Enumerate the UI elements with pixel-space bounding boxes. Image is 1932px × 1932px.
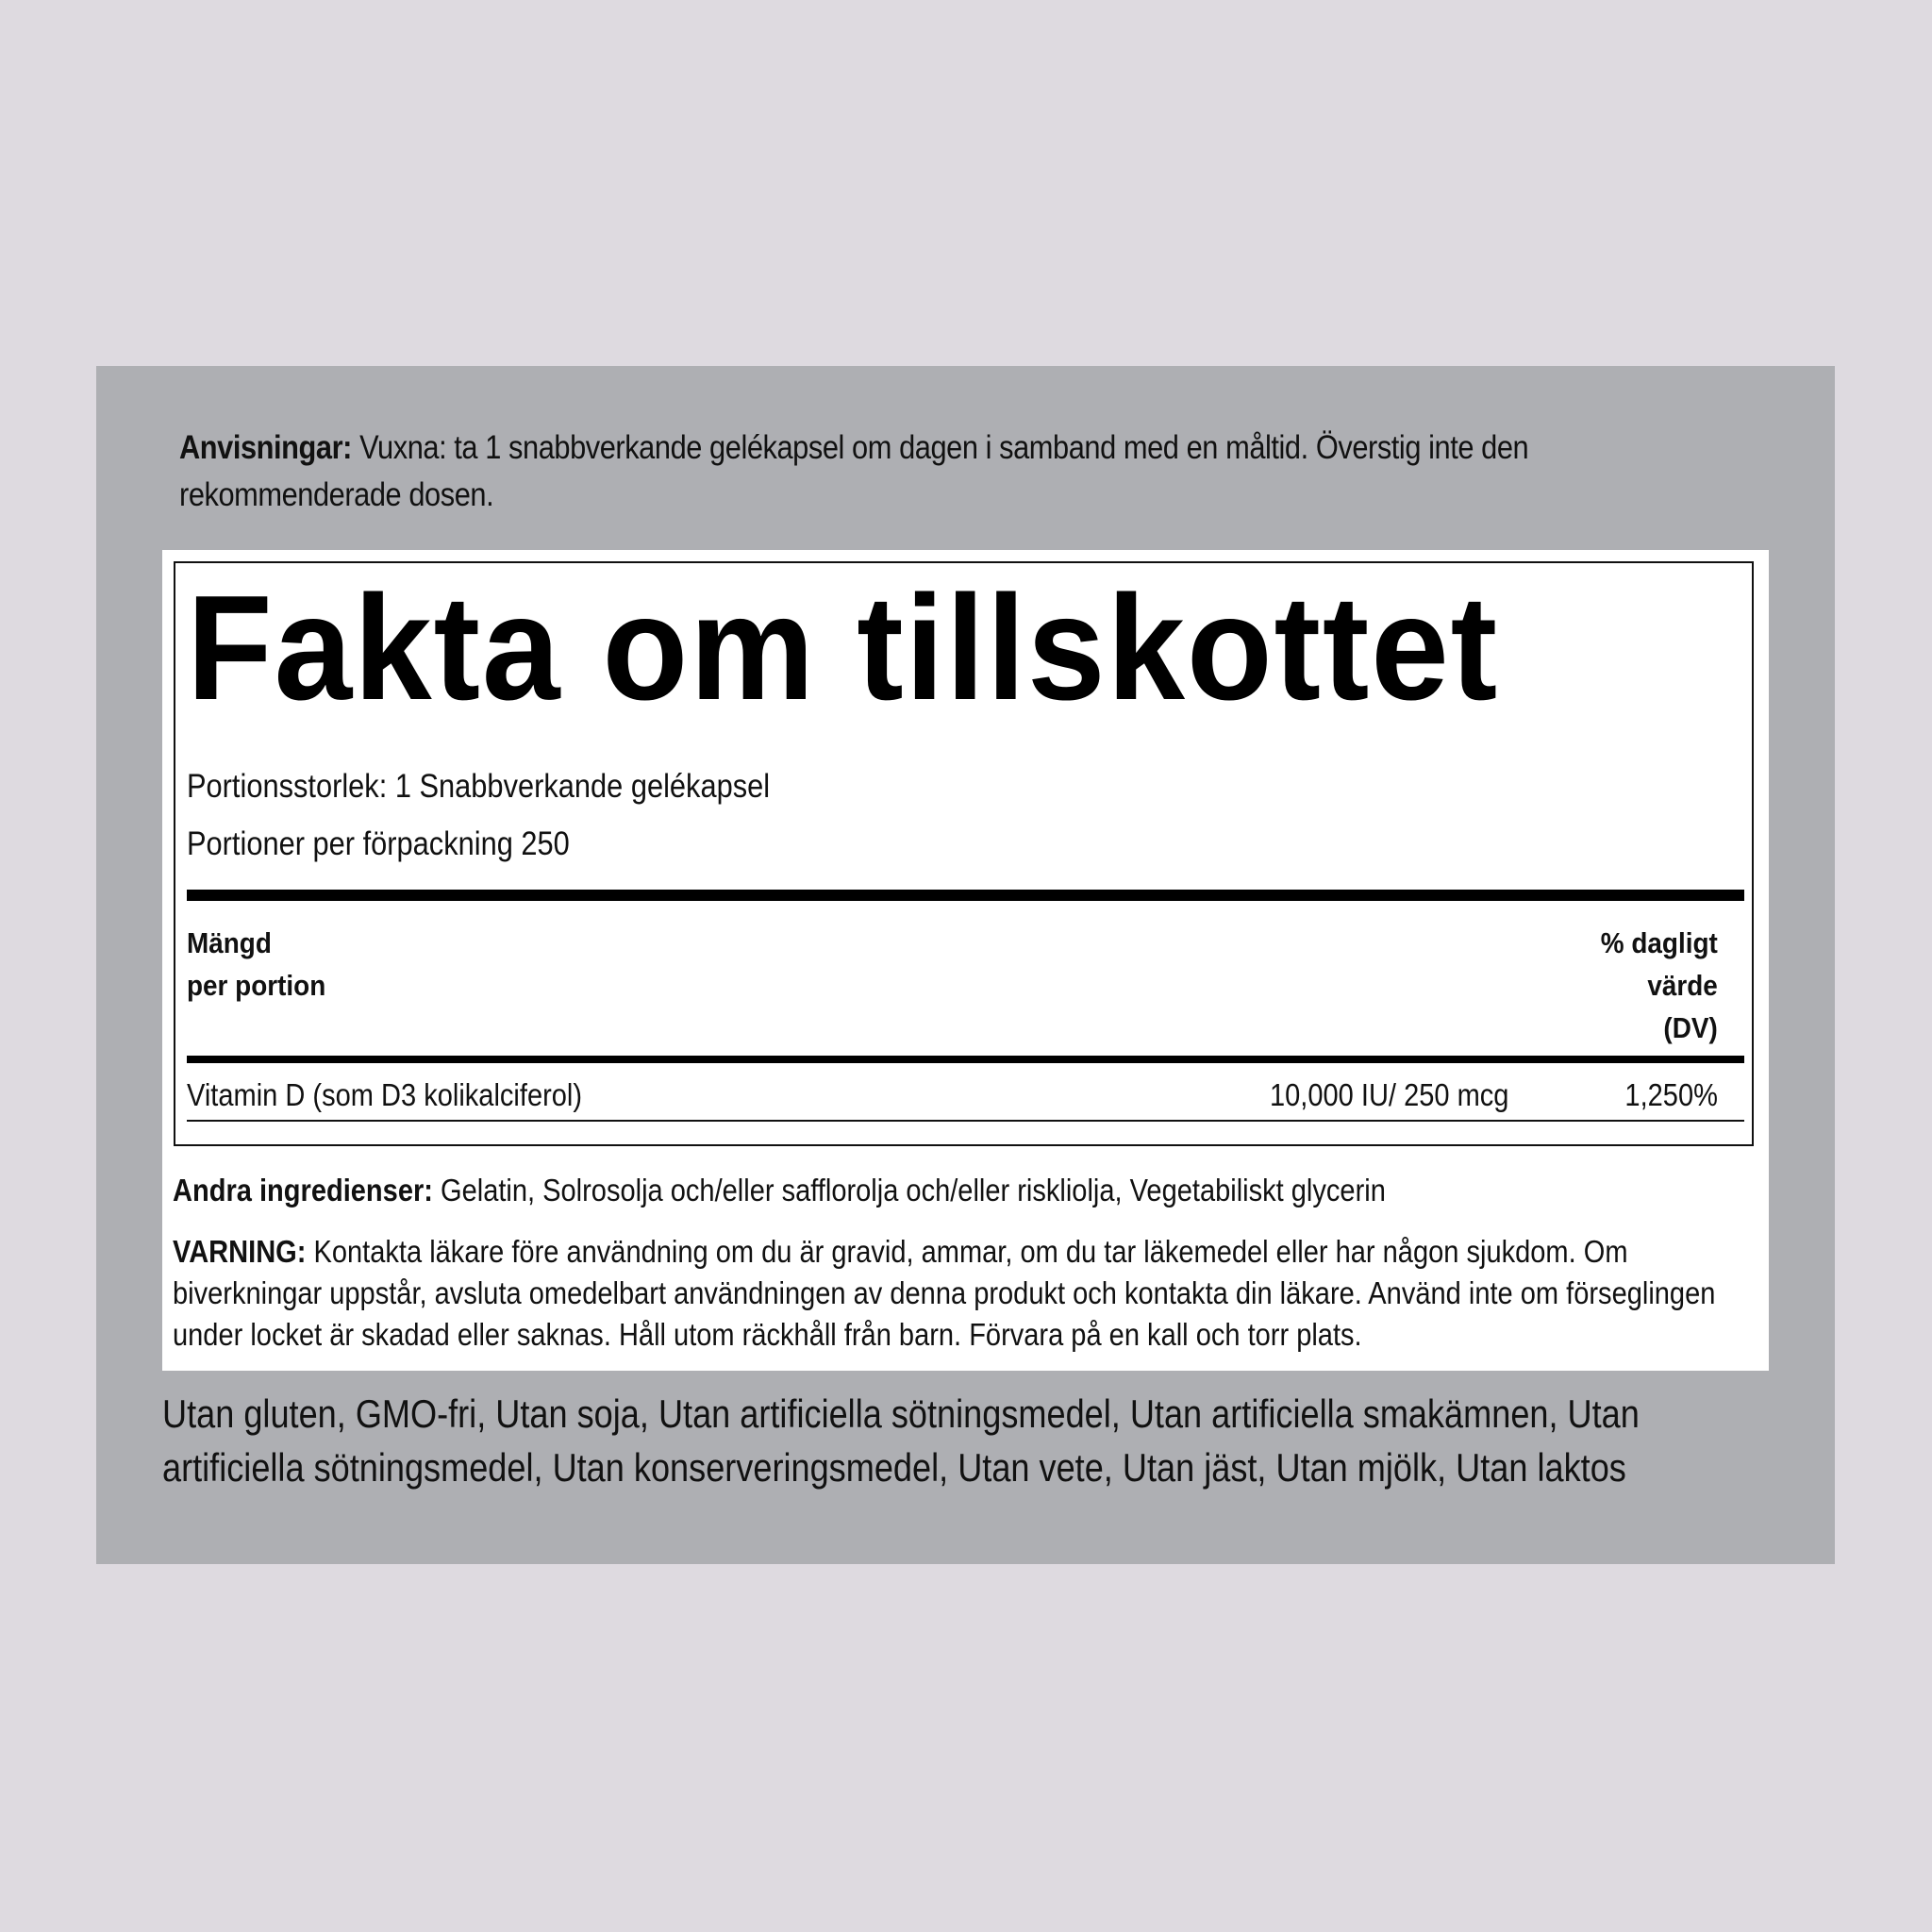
header-dv: (DV)	[1663, 1011, 1718, 1044]
warning-label: VARNING:	[173, 1234, 307, 1269]
directions-body: Vuxna: ta 1 snabbverkande gelékapsel om dagen i samband med en måltid. Överstig inte den rekommenderade dosen.	[179, 429, 1529, 513]
other-ingredients-label: Andra ingredienser:	[173, 1173, 433, 1208]
directions-label: Anvisningar:	[179, 429, 352, 466]
supplement-facts-card	[162, 550, 1769, 1371]
free-from-claims: Utan gluten, GMO-fri, Utan soja, Utan artificiella sötningsmedel, Utan artificiella smakämnen, Utan artificiella sötningsmedel, Utan konserveringsmedel, Utan vete, Utan jäst, Utan mjölk, Utan laktos	[162, 1391, 1640, 1490]
thin-divider-bottom	[187, 1120, 1744, 1122]
warning-body: Kontakta läkare före användning om du är gravid, ammar, om du tar läkemedel eller har någon sjukdom. Om biverkningar uppstår, avsluta omedelbart användningen av denna produkt och kontakta din läkare. Använd inte om förseglingen under locket är skadad eller saknas. Håll utom räckhåll från barn. Förvara på en kall och torr plats.	[173, 1234, 1716, 1352]
header-per-serving: per portion	[187, 969, 326, 1002]
facts-title: Fakta om tillskottet	[187, 565, 1500, 731]
nutrient-amount: 10,000 IU/ 250 mcg	[1270, 1077, 1509, 1112]
supplement-facts-table	[174, 561, 1754, 1146]
header-amount: Mängd	[187, 926, 272, 959]
amount-per-serving-header	[187, 922, 325, 1007]
label-panel	[96, 366, 1835, 1564]
thick-divider-middle	[187, 1056, 1744, 1063]
header-value: värde	[1647, 969, 1718, 1002]
other-ingredients-body: Gelatin, Solrosolja och/eller safflorolja och/eller riskliolja, Vegetabiliskt glycerin	[432, 1173, 1386, 1208]
servings-per-container: Portioner per förpackning 250	[187, 825, 570, 862]
other-ingredients	[173, 1168, 1386, 1213]
daily-value-header	[1601, 922, 1718, 1049]
thick-divider-top	[187, 890, 1744, 901]
directions-text	[179, 425, 1757, 519]
nutrient-name: Vitamin D (som D3 kolikalciferol)	[187, 1077, 583, 1112]
header-percent-daily: % dagligt	[1600, 926, 1718, 959]
warning-text	[173, 1231, 1750, 1356]
nutrient-daily-value: 1,250%	[1624, 1077, 1718, 1112]
serving-size: Portionsstorlek: 1 Snabbverkande gelékapsel	[187, 768, 771, 805]
